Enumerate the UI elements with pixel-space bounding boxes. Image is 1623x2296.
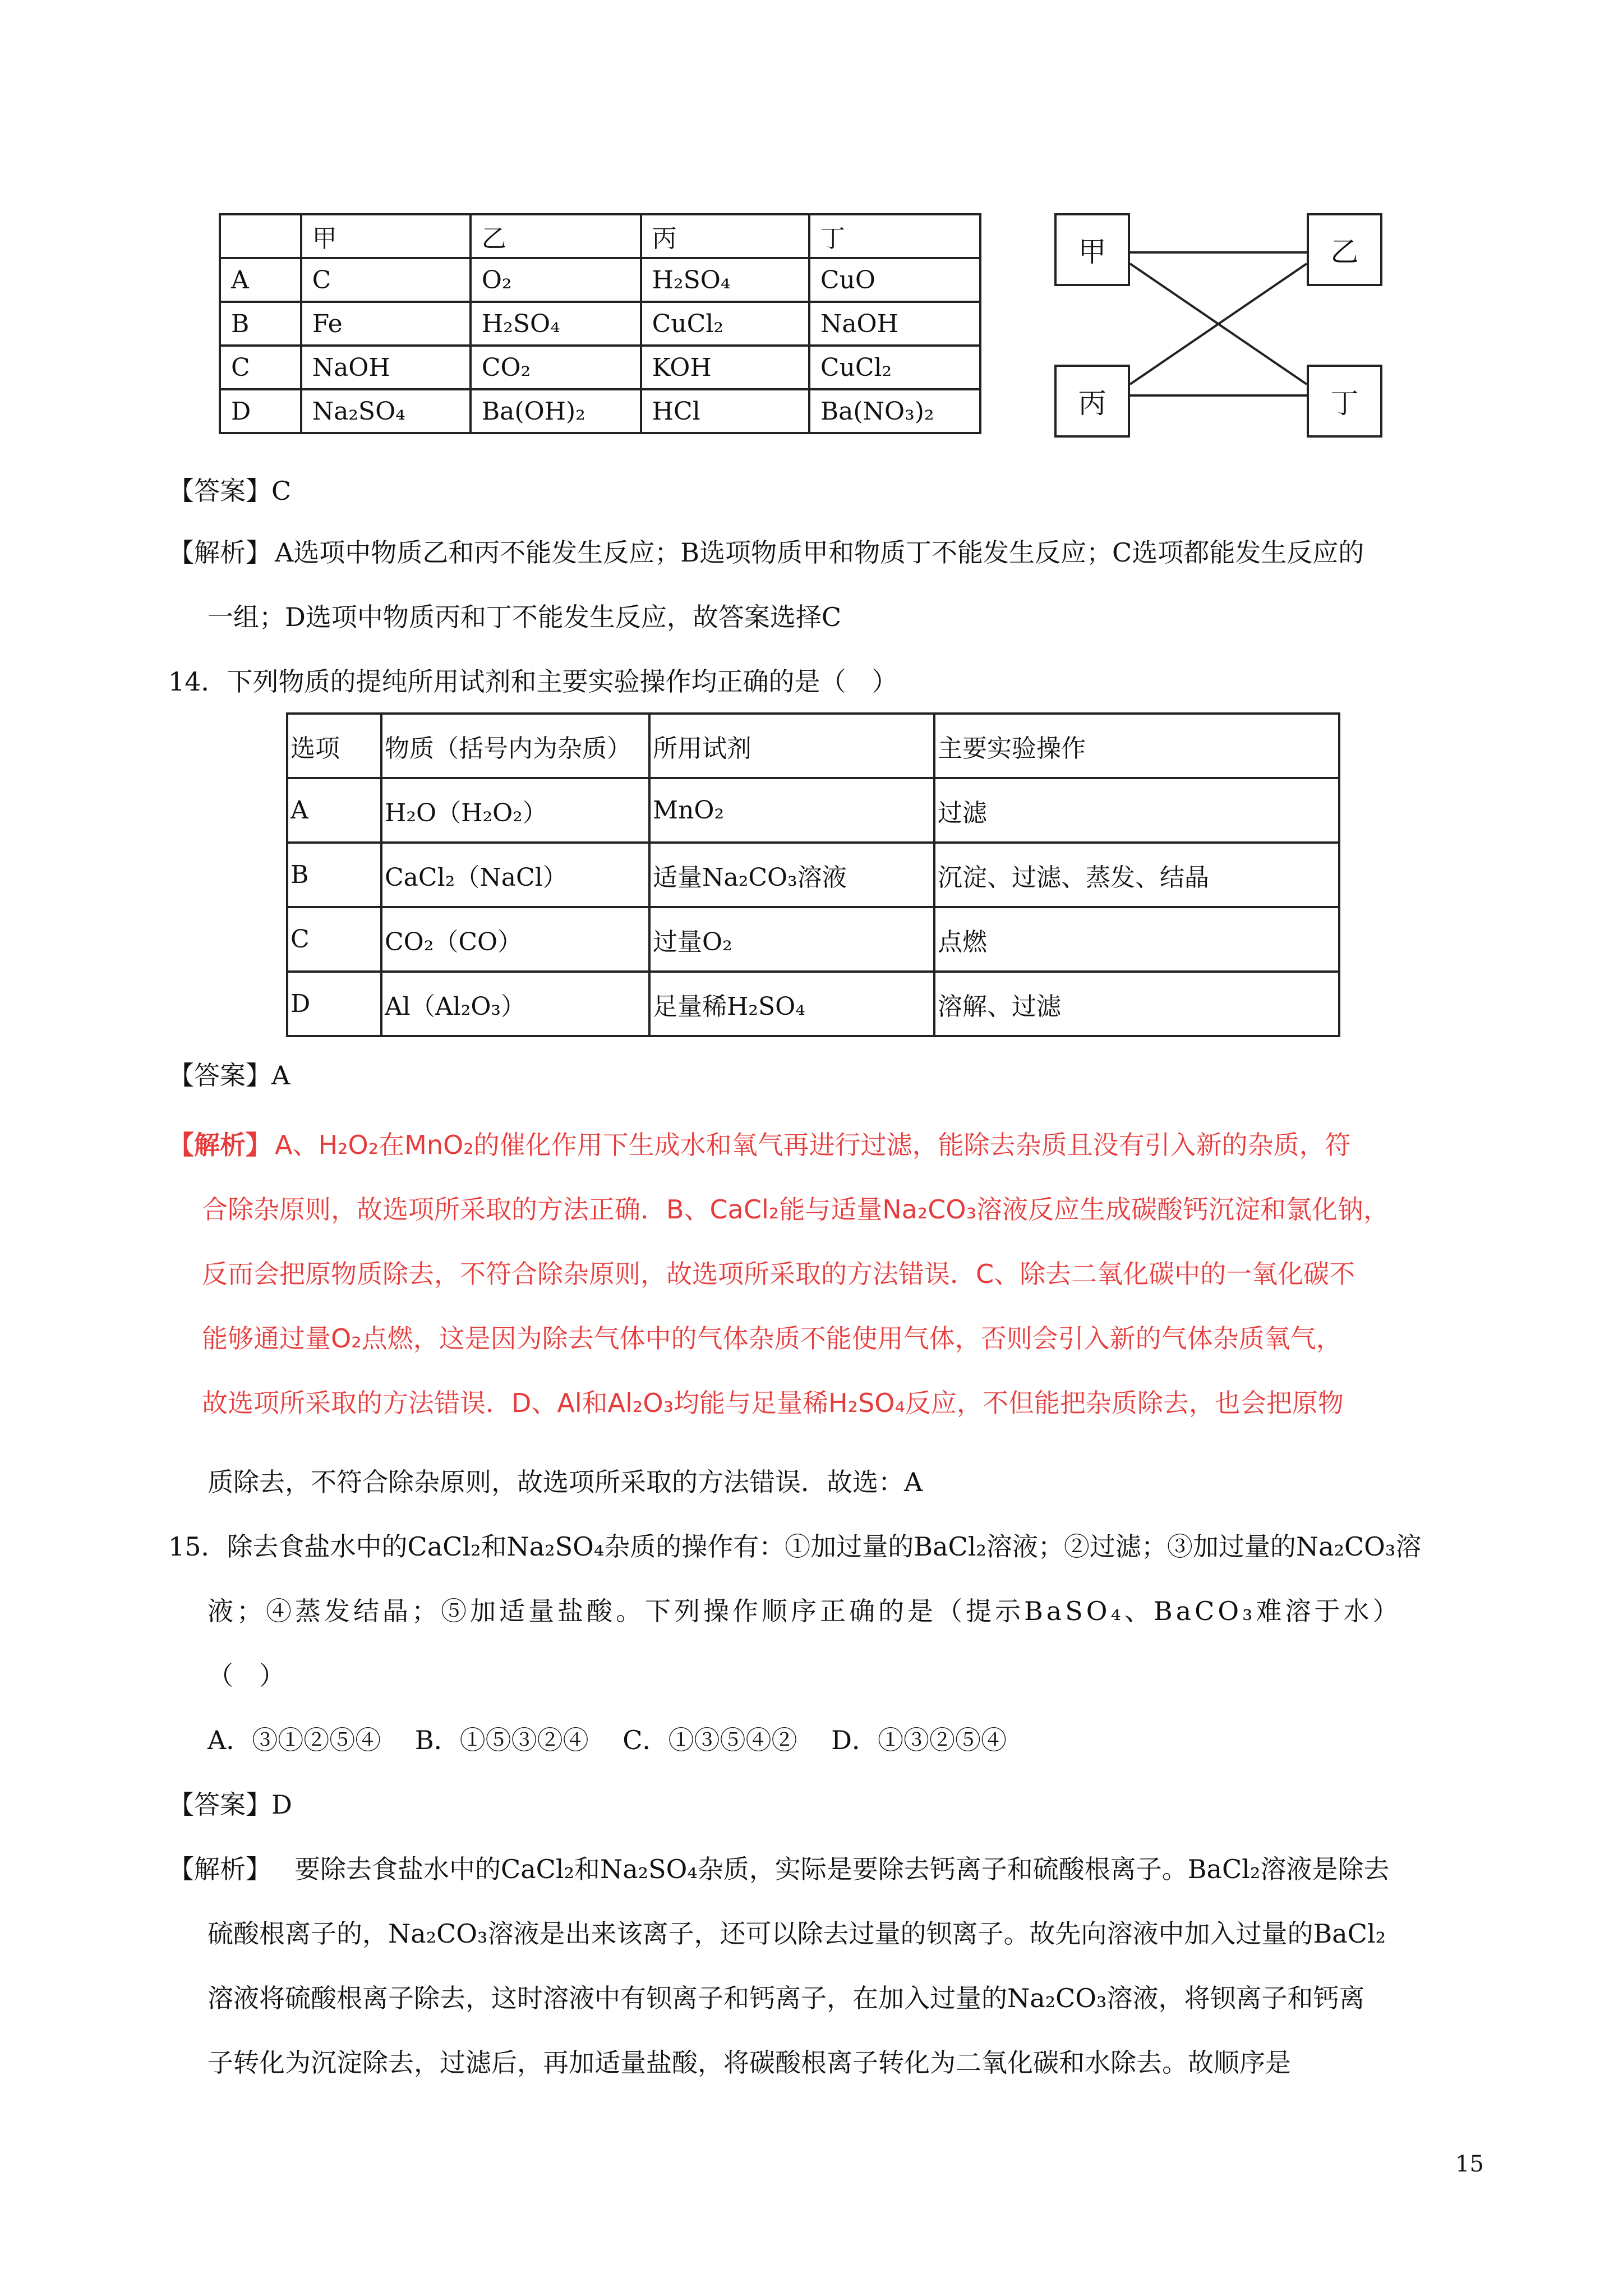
table-cell: CO₂ [471, 346, 641, 389]
q14-analysis-line: 质除去，不符合除杂原则，故选项所采取的方法错误．故选：A [208, 1467, 923, 1497]
table-cell: 乙 [471, 214, 641, 258]
q13-answer: 【答案】C [168, 476, 292, 506]
table-cell: MnO₂ [649, 778, 934, 843]
table-header-row [220, 214, 980, 258]
table-cell: NaOH [301, 346, 471, 389]
q15-analysis-line: 要除去食盐水中的CaCl₂和Na₂SO₄杂质，实际是要除去钙离子和硫酸根离子。BaCl₂溶液是除去 [294, 1854, 1390, 1884]
table-cell: A [220, 258, 301, 302]
q15-analysis-line: 硫酸根离子的，Na₂CO₃溶液是出来该离子，还可以除去过量的钡离子。故先向溶液中加入过量的BaCl₂ [208, 1918, 1386, 1949]
table-cell: 物质（括号内为杂质） [381, 714, 649, 778]
table-cell: Al（Al₂O₃） [381, 972, 649, 1036]
q13-analysis-line: A选项中物质乙和丙不能发生反应；B选项物质甲和物质丁不能发生反应；C选项都能发生反应的 [275, 537, 1364, 568]
table-cell: CuO [809, 258, 980, 302]
table-cell: C [220, 346, 301, 389]
table-cell: Ba(OH)₂ [471, 389, 641, 433]
table-header-row [287, 714, 1339, 778]
table-cell: B [287, 843, 381, 907]
table-cell: C [287, 907, 381, 972]
table-cell: CO₂（CO） [381, 907, 649, 972]
table-row [287, 907, 1339, 972]
table-cell: CaCl₂（NaCl） [381, 843, 649, 907]
q13-analysis-line: 一组；D选项中物质丙和丁不能发生反应，故答案选择C [208, 602, 842, 632]
table-cell: KOH [641, 346, 809, 389]
q15-question-line: 15．除去食盐水中的CaCl₂和Na₂SO₄杂质的操作有：①加过量的BaCl₂溶液；②过滤；③加过量的Na₂CO₃溶 [168, 1531, 1422, 1562]
q14-analysis-line: 能够通过量O₂点燃，这是因为除去气体中的气体杂质不能使用气体，否则会引入新的气体杂质氧气， [202, 1323, 1342, 1354]
table-cell: C [301, 258, 471, 302]
table-cell: 所用试剂 [649, 714, 934, 778]
table-row [287, 843, 1339, 907]
purification-table [286, 712, 1340, 1037]
table-cell: D [287, 972, 381, 1036]
table-cell: 溶解、过滤 [934, 972, 1339, 1036]
q15-answer: 【答案】D [168, 1789, 292, 1820]
q15-analysis-line: 溶液将硫酸根离子除去，这时溶液中有钡离子和钙离子，在加入过量的Na₂CO₃溶液，将钡离子和钙离 [208, 1983, 1365, 2013]
table-row [220, 346, 980, 389]
table-cell: 沉淀、过滤、蒸发、结晶 [934, 843, 1339, 907]
table-cell: Ba(NO₃)₂ [809, 389, 980, 433]
table-cell: 丁 [809, 214, 980, 258]
table-cell: B [220, 302, 301, 346]
table-cell: CuCl₂ [641, 302, 809, 346]
table-cell: 选项 [287, 714, 381, 778]
page-number: 15 [1455, 2151, 1484, 2177]
q14-analysis-line: A、H₂O₂在MnO₂的催化作用下生成水和氧气再进行过滤，能除去杂质且没有引入新的杂质，符 [275, 1130, 1351, 1160]
diagram-node-yi: 乙 [1307, 213, 1382, 286]
table-cell: 丙 [641, 214, 809, 258]
table-cell: 甲 [301, 214, 471, 258]
q15-analysis-label: 【解析】 [168, 1854, 271, 1884]
table-cell [220, 214, 301, 258]
table-cell: NaOH [809, 302, 980, 346]
q15-options: A．③①②⑤④ B．①⑤③②④ C．①③⑤④② D．①③②⑤④ [208, 1725, 1007, 1755]
q15-question-line: （ ） [208, 1660, 285, 1691]
diagram-node-bing: 丙 [1054, 365, 1130, 438]
table-cell: A [287, 778, 381, 843]
table-row [287, 972, 1339, 1036]
table-cell: 过量O₂ [649, 907, 934, 972]
table-row [220, 302, 980, 346]
table-cell: D [220, 389, 301, 433]
q15-analysis-line: 子转化为沉淀除去，过滤后，再加适量盐酸，将碳酸根离子转化为二氧化碳和水除去。故顺序是 [208, 2047, 1291, 2078]
table-cell: CuCl₂ [809, 346, 980, 389]
table-cell: H₂O（H₂O₂） [381, 778, 649, 843]
reaction-table [219, 213, 981, 434]
table-cell: 点燃 [934, 907, 1339, 972]
table-cell: Na₂SO₄ [301, 389, 471, 433]
table-row [220, 258, 980, 302]
q14-analysis-line: 反而会把原物质除去，不符合除杂原则，故选项所采取的方法错误．C、除去二氧化碳中的一氧化碳不 [202, 1259, 1355, 1289]
q15-question-line: 液；④蒸发结晶；⑤加适量盐酸。下列操作顺序正确的是（提示BaSO₄、BaCO₃难溶于水） [208, 1596, 1402, 1626]
diagram-node-ding: 丁 [1307, 365, 1382, 438]
q13-analysis-label: 【解析】 [168, 537, 271, 568]
table-cell: 适量Na₂CO₃溶液 [649, 843, 934, 907]
table-cell: 足量稀H₂SO₄ [649, 972, 934, 1036]
table-cell: 主要实验操作 [934, 714, 1339, 778]
table-cell: Fe [301, 302, 471, 346]
table-cell: O₂ [471, 258, 641, 302]
q14-answer: 【答案】A [168, 1060, 291, 1091]
table-cell: 过滤 [934, 778, 1339, 843]
table-row [287, 778, 1339, 843]
table-row [220, 389, 980, 433]
q14-analysis-line: 合除杂原则，故选项所采取的方法正确．B、CaCl₂能与适量Na₂CO₃溶液反应生成碳酸钙沉淀和氯化钠， [202, 1194, 1390, 1225]
q14-analysis-line: 故选项所采取的方法错误．D、Al和Al₂O₃均能与足量稀H₂SO₄反应，不但能把杂质除去，也会把原物 [202, 1388, 1344, 1418]
table-cell: H₂SO₄ [471, 302, 641, 346]
table-cell: H₂SO₄ [641, 258, 809, 302]
q14-question: 14．下列物质的提纯所用试剂和主要实验操作均正确的是（ ） [168, 666, 898, 697]
q14-analysis-label: 【解析】 [168, 1130, 271, 1160]
diagram-node-jia: 甲 [1054, 213, 1130, 286]
table-cell: HCl [641, 389, 809, 433]
